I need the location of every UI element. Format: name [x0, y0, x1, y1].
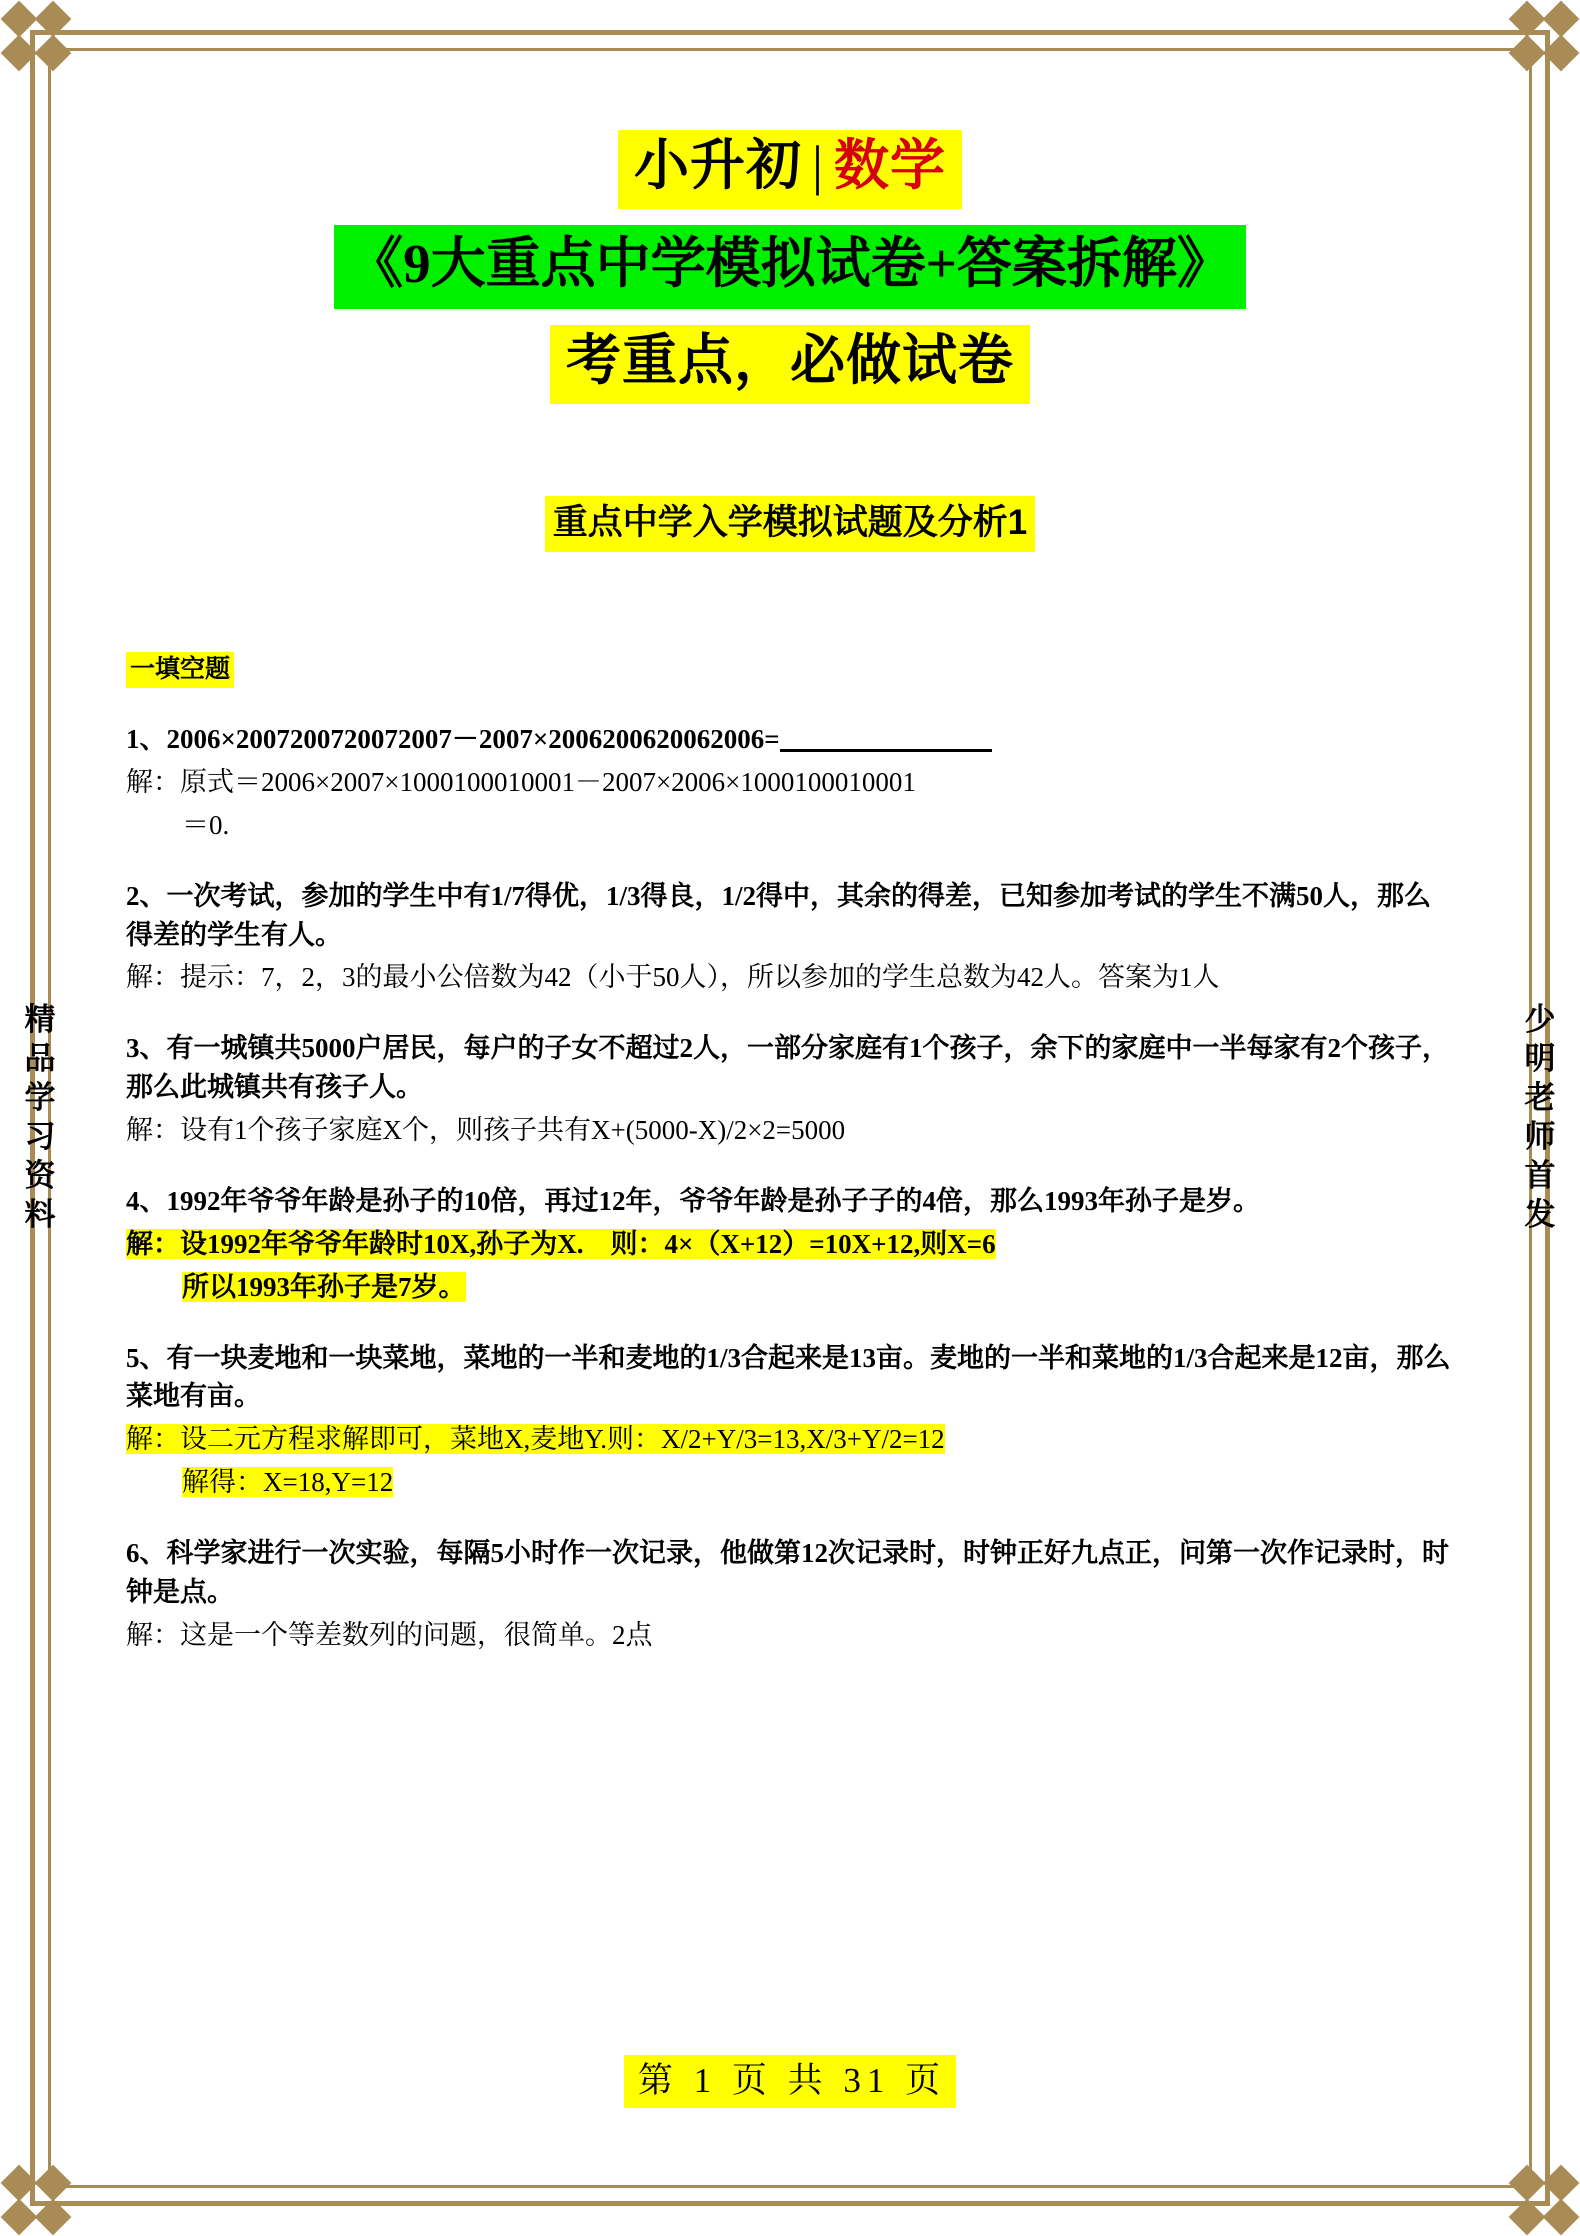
- title-block-3: [120, 309, 1460, 404]
- question-5: 5、有一块麦地和一块菜地，菜地的一半和麦地的1/3合起来是13亩。麦地的一半和菜地的1/3合起来是12亩，那么菜地有亩。: [126, 1342, 1451, 1412]
- side-caption-left-char: 资: [24, 1158, 56, 1194]
- section-heading-wrapper: [126, 652, 1452, 688]
- solution-3-line-1: 解：设有1个孩子家庭X个，则孩子共有X+(5000-X)/2×2=5000: [126, 1115, 846, 1146]
- solution-5-line-1-text: 解：设二元方程求解即可，菜地X,麦地Y.则：X/2+Y/3=13,X/3+Y/2=12: [126, 1424, 945, 1455]
- side-caption-left: [14, 1000, 66, 1234]
- title-line-2: 《9大重点中学模拟试卷+答案拆解》: [334, 225, 1246, 309]
- solution-5-line-2: [126, 1463, 1452, 1502]
- question-6: 6、科学家进行一次实验，每隔5小时作一次记录，他做第12次记录时，时钟正好九点正，问第一次作记录时，时钟是点。: [126, 1538, 1449, 1607]
- side-caption-right-char: 老: [1524, 1080, 1556, 1116]
- side-caption-right-char: 首: [1524, 1158, 1556, 1194]
- corner-ornament-top-left: [0, 0, 96, 96]
- title-block: [120, 0, 1460, 209]
- side-caption-right-char: 发: [1524, 1197, 1556, 1233]
- solution-1-line-2-text: ＝0.: [182, 809, 230, 840]
- subtitle-block: [120, 404, 1460, 552]
- solution-5-line-1: [126, 1420, 1452, 1459]
- section-heading-fill-in-blanks: 一填空题: [126, 652, 234, 688]
- question-4: 4、1992年爷爷年龄是孙子的10倍，再过12年，爷爷年龄是孙子子的4倍，那么1993年孙子是岁。: [126, 1185, 1260, 1216]
- title-subject: 数学: [834, 135, 947, 196]
- corner-ornament-top-right: [1484, 0, 1580, 96]
- document-body: [120, 652, 1460, 1655]
- solution-1-line-1: 解：原式＝2006×2007×1000100010001－2007×2006×1000100010001: [126, 766, 916, 797]
- solution-4-line-1-text: 解：设1992年爷爷年龄时10X,孙子为X. 则：4×（X+12）=10X+12,则X=6: [126, 1228, 996, 1259]
- side-caption-left-char: 习: [24, 1119, 56, 1155]
- title-separator: |: [811, 135, 824, 196]
- solution-4-line-2-text: 所以1993年孙子是7岁。: [182, 1271, 466, 1302]
- answer-blank-1: [780, 749, 992, 752]
- document-page: [120, 0, 1460, 2236]
- page-subtitle: 重点中学入学模拟试题及分析1: [545, 496, 1035, 552]
- side-caption-left-char: 料: [24, 1197, 56, 1233]
- corner-ornament-bottom-left: [0, 2140, 96, 2236]
- side-caption-right-char: 少: [1524, 1002, 1556, 1037]
- title-subject-level: 小升初: [633, 135, 802, 196]
- solution-6-line-1: 解：这是一个等差数列的问题，很简单。2点: [126, 1619, 653, 1650]
- title-line-1: [618, 130, 962, 209]
- side-caption-right-char: 师: [1524, 1119, 1556, 1155]
- title-line-3: 考重点，必做试卷: [550, 325, 1030, 404]
- question-1: [126, 720, 1452, 759]
- side-caption-left-char: 学: [24, 1080, 56, 1116]
- solution-5-line-2-text: 解得：X=18,Y=12: [182, 1467, 394, 1498]
- solution-4-line-1: [126, 1225, 1452, 1264]
- solution-4-line-2: [126, 1268, 1452, 1307]
- side-caption-left-char: 品: [24, 1041, 56, 1077]
- question-3: 3、有一城镇共5000户居民，每户的子女不超过2人，一部分家庭有1个孩子，余下的家庭中一半每家有2个孩子，那么此城镇共有孩子人。: [126, 1033, 1449, 1103]
- side-caption-right-char: 明: [1524, 1041, 1556, 1077]
- question-2: 2、一次考试，参加的学生中有1/7得优，1/3得良，1/2得中，其余的得差，已知参加考试的学生不满50人，那么得差的学生有人。: [126, 880, 1432, 950]
- title-block-2: [120, 209, 1460, 309]
- question-1-text: 1、2006×2007200720072007－2007×2006200620062006=: [126, 724, 780, 755]
- corner-ornament-bottom-right: [1484, 2140, 1580, 2236]
- side-caption-right: [1514, 1000, 1566, 1234]
- solution-1-line-2: [126, 806, 1452, 845]
- page-number: 第 1 页 共 31 页: [624, 2055, 956, 2108]
- side-caption-left-char: 精: [24, 1002, 56, 1037]
- page-footer: [0, 2055, 1580, 2108]
- solution-2-line-1: 解：提示：7，2，3的最小公倍数为42（小于50人），所以参加的学生总数为42人。答案为1人: [126, 962, 1220, 993]
